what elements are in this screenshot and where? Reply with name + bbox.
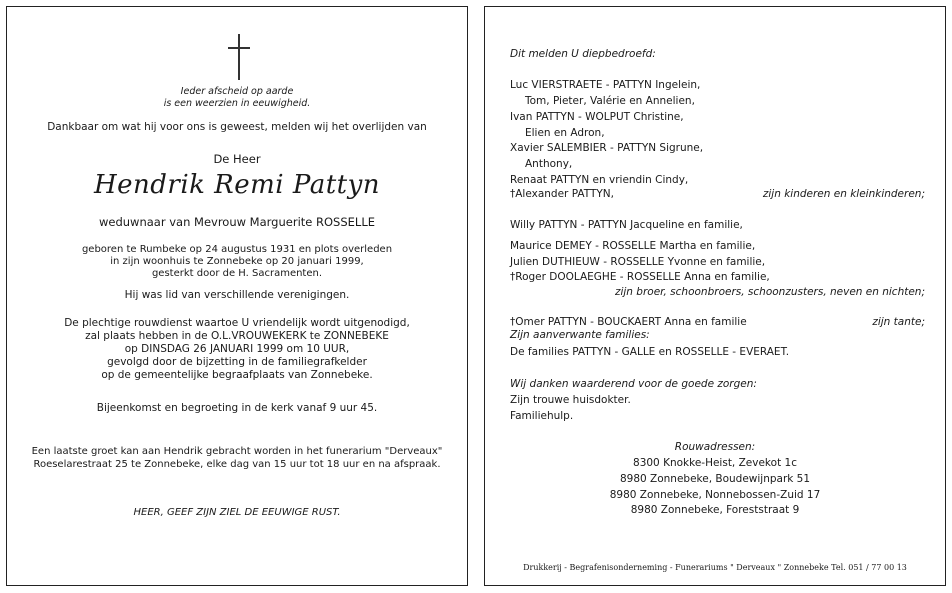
family-line: Elien en Adron, <box>525 127 605 139</box>
related-heading: Zijn aanverwante families: <box>510 329 650 341</box>
family-line: Willy PATTYN - PATTYN Jacqueline en familie, <box>510 219 743 231</box>
bio-line: geboren te Rumbeke op 24 augustus 1931 en plots overleden <box>81 244 393 255</box>
bio-line: gesterkt door de H. Sacramenten. <box>151 268 323 279</box>
cross-icon <box>228 34 250 80</box>
family-line: †Omer PATTYN - BOUCKAERT Anna en familie <box>510 316 747 328</box>
family-line: †Alexander PATTYN, <box>510 188 614 200</box>
family-line: Maurice DEMEY - ROSSELLE Martha en familie, <box>510 240 756 252</box>
relation-note: zijn kinderen en kleinkinderen; <box>762 188 925 200</box>
printer-credit: Drukkerij - Begrafenisonderneming - Funerariums " Derveaux " Zonnebeke Tel. 051 / 77 00 13 <box>523 563 907 572</box>
deceased-name: Hendrik Remi Pattyn <box>93 170 381 200</box>
relation-note: zijn broer, schoonbroers, schoonzusters, neven en nichten; <box>614 286 925 298</box>
funeral-line: De plechtige rouwdienst waartoe U vriendelijk wordt uitgenodigd, <box>64 317 410 329</box>
widower-text: weduwnaar van Mevrouw Marguerite ROSSELLE <box>98 215 375 229</box>
honorific: De Heer <box>213 152 261 166</box>
member-text: Hij was lid van verschillende verenigingen. <box>124 289 350 301</box>
family-line: Anthony, <box>525 158 573 170</box>
motto-line: is een weerzien in eeuwigheid. <box>163 98 311 109</box>
intro-text: Dankbaar om wat hij voor ons is geweest, melden wij het overlijden van <box>47 121 427 133</box>
greeting-line: Roeselarestraat 25 te Zonnebeke, elke dag van 15 uur tot 18 uur en na afspraak. <box>33 459 441 470</box>
thanks-line: Zijn trouwe huisdokter. <box>510 394 631 406</box>
family-line: †Roger DOOLAEGHE - ROSSELLE Anna en familie, <box>510 271 770 283</box>
family-line: Tom, Pieter, Valérie en Annelien, <box>525 95 695 107</box>
right-page <box>484 6 946 586</box>
funeral-line: op de gemeentelijke begraafplaats van Zonnebeke. <box>101 369 373 381</box>
funeral-line: zal plaats hebben in de O.L.VROUWEKERK te ZONNEBEKE <box>85 330 389 342</box>
address-line: 8980 Zonnebeke, Boudewijnpark 51 <box>619 473 811 485</box>
address-line: 8980 Zonnebeke, Nonnebossen-Zuid 17 <box>609 489 821 501</box>
thanks-line: Familiehulp. <box>510 410 574 422</box>
address-line: 8300 Knokke-Heist, Zevekot 1c <box>633 457 797 469</box>
closing-prayer: HEER, GEEF ZIJN ZIEL DE EEUWIGE RUST. <box>133 507 341 518</box>
addresses-heading: Rouwadressen: <box>674 441 756 453</box>
relation-note: zijn tante; <box>872 316 925 328</box>
motto-line: Ieder afscheid op aarde <box>180 86 294 97</box>
bio-line: in zijn woonhuis te Zonnebeke op 20 januari 1999, <box>110 256 364 267</box>
greeting-line: Een laatste groet kan aan Hendrik gebracht worden in het funerarium "Derveaux" <box>31 446 443 457</box>
gathering-text: Bijeenkomst en begroeting in de kerk vanaf 9 uur 45. <box>96 402 378 414</box>
funeral-line: gevolgd door de bijzetting in de familiegrafkelder <box>107 356 367 368</box>
thanks-heading: Wij danken waarderend voor de goede zorgen: <box>510 378 757 390</box>
left-page <box>6 6 468 586</box>
family-line: Luc VIERSTRAETE - PATTYN Ingelein, <box>510 79 701 91</box>
right-heading: Dit melden U diepbedroefd: <box>510 48 656 60</box>
related-families: De families PATTYN - GALLE en ROSSELLE - EVERAET. <box>510 346 790 358</box>
funeral-line: op DINSDAG 26 JANUARI 1999 om 10 UUR, <box>124 343 350 355</box>
family-line: Ivan PATTYN - WOLPUT Christine, <box>510 111 684 123</box>
family-line: Renaat PATTYN en vriendin Cindy, <box>510 174 689 186</box>
family-line: Xavier SALEMBIER - PATTYN Sigrune, <box>510 142 704 154</box>
address-line: 8980 Zonnebeke, Foreststraat 9 <box>630 504 800 516</box>
family-line: Julien DUTHIEUW - ROSSELLE Yvonne en familie, <box>510 256 766 268</box>
